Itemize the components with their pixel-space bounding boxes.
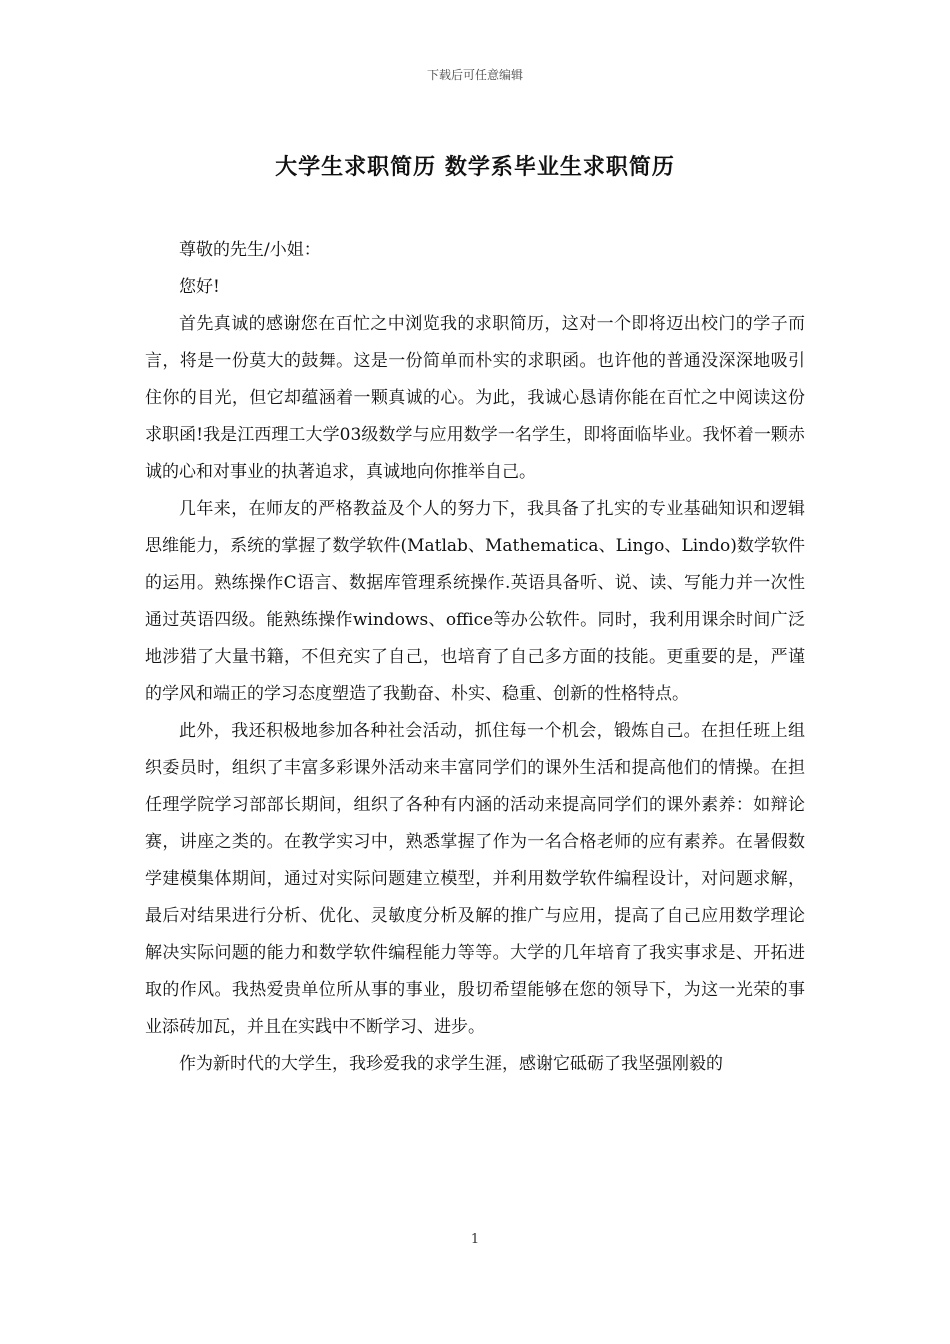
document-body <box>145 232 805 1083</box>
page-header: 下载后可任意编辑 <box>426 68 523 82</box>
document-title: 大学生求职简历 数学系毕业生求职简历 <box>275 155 675 180</box>
skills-paragraph: 几年来，在师友的严格教益及个人的努力下，我具备了扎实的专业基础知识和逻辑思维能力，系统的掌握了数学软件(Matlab、Mathematica、Lingo、Lindo)数学软件的运用。熟练操作C语言、数据库管理系统操作.英语具备听、说、读、写能力并一次性通过英语四级。能熟练操作windows、office等办公软件。同时，我利用课余时间广泛地涉猎了大量书籍，不但充实了自己，也培育了自己多方面的技能。更重要的是，严谨的学风和端正的学习态度塑造了我勤奋、朴实、稳重、创新的性格特点。 <box>145 499 805 704</box>
salutation-paragraph: 尊敬的先生/小姐： <box>179 240 321 260</box>
activities-paragraph: 此外，我还积极地参加各种社会活动，抓住每一个机会，锻炼自己。在担任班上组织委员时，组织了丰富多彩课外活动来丰富同学们的课外生活和提高他们的情操。在担任理学院学习部部长期间，组织了各种有内涵的活动来提高同学们的课外素养：如辩论赛，讲座之类的。在教学实习中，熟悉掌握了作为一名合格老师的应有素养。在暑假数学建模集体期间，通过对实际问题建立模型，并利用数学软件编程设计，对问题求解，最后对结果进行分析、优化、灵敏度分析及解的推广与应用，提高了自己应用数学理论解决实际问题的能力和数学软件编程能力等等。大学的几年培育了我实事求是、开拓进取的作风。我热爱贵单位所从事的事业，殷切希望能够在您的领导下，为这一光荣的事业添砖加瓦，并且在实践中不断学习、进步。 <box>145 721 805 1037</box>
greeting-paragraph: 您好! <box>179 277 220 297</box>
page-number: 1 <box>470 1232 480 1247</box>
closing-paragraph: 作为新时代的大学生，我珍爱我的求学生涯，感谢它砥砺了我坚强刚毅的 <box>179 1054 723 1074</box>
intro-paragraph: 首先真诚的感谢您在百忙之中浏览我的求职简历，这对一个即将迈出校门的学子而言，将是一份莫大的鼓舞。这是一份简单而朴实的求职函。也许他的普通没深深地吸引住你的目光，但它却蕴涵着一颗真诚的心。为此，我诚心恳请你能在百忙之中阅读这份求职函!我是江西理工大学03级数学与应用数学一名学生，即将面临毕业。我怀着一颗赤诚的心和对事业的执著追求，真诚地向你推举自己。 <box>145 314 805 482</box>
